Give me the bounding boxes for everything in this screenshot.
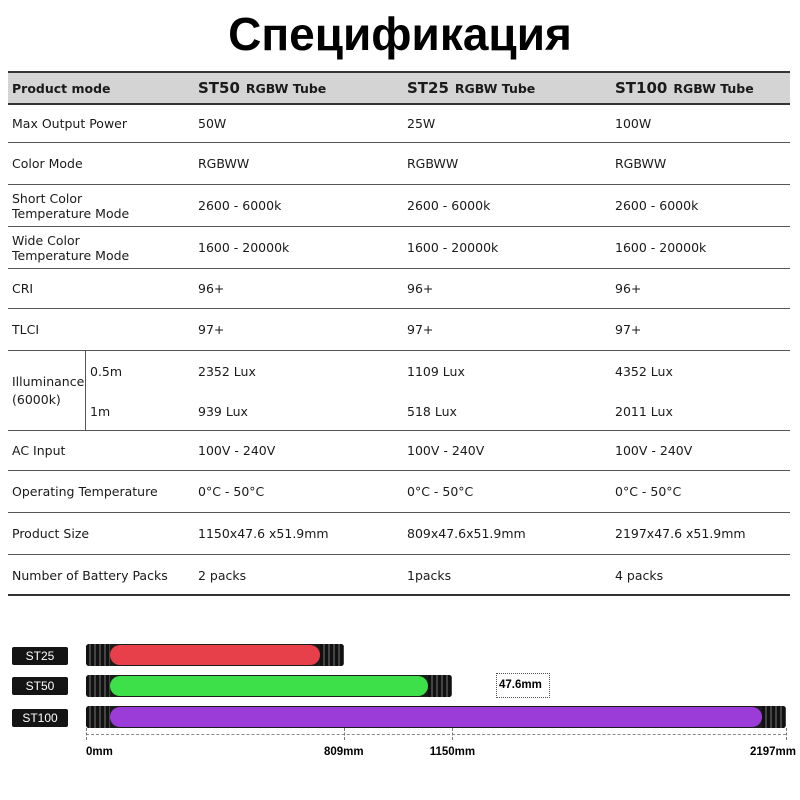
row-value: 97+ (407, 322, 434, 337)
row-value: RGBWW (198, 156, 250, 171)
row-value: 1109 Lux (407, 363, 465, 379)
row-value: 2600 - 6000k (407, 198, 491, 213)
table-row (8, 471, 790, 513)
row-value: 4352 Lux (615, 363, 673, 379)
tube-st50 (86, 675, 452, 697)
row-value: 1600 - 20000k (615, 240, 707, 255)
row-value: 0°C - 50°C (615, 484, 682, 499)
row-value: 0°C - 50°C (407, 484, 474, 499)
page-title: Спецификация (228, 8, 572, 60)
row-value: 518 Lux (407, 403, 457, 419)
row-label: CRI (12, 281, 34, 296)
tube-tag-st25: ST25 (12, 647, 68, 665)
row-value: 96+ (615, 281, 642, 296)
tube-end-cap (428, 675, 452, 697)
tube-light-bar (110, 676, 428, 696)
tube-end-cap (86, 706, 110, 728)
row-value: 939 Lux (198, 403, 248, 419)
header-cell-st100: ST100 RGBW Tube (615, 79, 754, 97)
header-cell-st25: ST25 RGBW Tube (407, 79, 536, 97)
row-value: 97+ (615, 322, 642, 337)
row-label: Wide Color Temperature Mode (12, 232, 130, 263)
tube-end-cap (86, 644, 110, 666)
row-value: 1600 - 20000k (407, 240, 499, 255)
row-value: 2011 Lux (615, 403, 673, 419)
row-value: 2 packs (198, 568, 247, 583)
row-value: 1packs (407, 568, 452, 583)
axis-tick (786, 728, 787, 740)
row-value: 2600 - 6000k (615, 198, 699, 213)
row-label: TLCI (12, 322, 40, 337)
row-value: RGBWW (615, 156, 667, 171)
table-row (8, 105, 790, 143)
illuminance-distance: 1m (90, 403, 111, 419)
row-value: 2197x47.6 x51.9mm (615, 526, 746, 541)
tube-st25 (86, 644, 344, 666)
table-row (8, 143, 790, 185)
table-row (8, 269, 790, 309)
row-value: RGBWW (407, 156, 459, 171)
row-value: 1600 - 20000k (198, 240, 290, 255)
table-row (8, 185, 790, 227)
illuminance-label: Illuminance (6000k) (8, 351, 86, 431)
axis-label: 809mm (323, 746, 364, 758)
diameter-label: 47.6mm (499, 679, 542, 691)
row-value: 100V - 240V (198, 443, 276, 458)
axis-tick (344, 728, 345, 740)
row-label: Color Mode (12, 156, 83, 171)
table-header (8, 73, 790, 105)
row-value: 809x47.6x51.9mm (407, 526, 526, 541)
axis-label: 1150mm (429, 746, 476, 758)
table-row (8, 513, 790, 555)
row-value: 2600 - 6000k (198, 198, 282, 213)
axis-label: 0mm (86, 746, 113, 758)
row-label: AC Input (12, 443, 66, 458)
tube-st100 (86, 706, 786, 728)
table-row (8, 555, 790, 596)
tube-tag-st100: ST100 (12, 709, 68, 727)
row-value: 100V - 240V (407, 443, 485, 458)
tube-light-bar (110, 707, 762, 727)
row-value: 0°C - 50°C (198, 484, 265, 499)
header-cell-st50: ST50 RGBW Tube (198, 79, 327, 97)
length-comparison (0, 600, 800, 800)
row-value: 97+ (198, 322, 225, 337)
row-value: 96+ (407, 281, 434, 296)
tube-end-cap (762, 706, 786, 728)
length-axis (86, 734, 786, 735)
illuminance-row (8, 351, 790, 431)
row-value: 100W (615, 116, 652, 131)
row-value: 96+ (198, 281, 225, 296)
row-value: 4 packs (615, 568, 664, 583)
row-value: 25W (407, 116, 436, 131)
tube-tag-st50: ST50 (12, 677, 68, 695)
row-value: 50W (198, 116, 227, 131)
row-value: 1150x47.6 x51.9mm (198, 526, 329, 541)
row-value: 2352 Lux (198, 363, 256, 379)
axis-label: 2197mm (749, 746, 796, 758)
spec-table (8, 71, 790, 596)
illuminance-distance: 0.5m (90, 363, 123, 379)
table-row (8, 227, 790, 269)
row-value: 100V - 240V (615, 443, 693, 458)
table-row (8, 431, 790, 471)
row-label: Max Output Power (12, 116, 128, 131)
axis-tick (86, 728, 87, 740)
header-cell-label: Product mode (12, 80, 111, 96)
row-label: Product Size (12, 526, 90, 541)
tube-end-cap (320, 644, 344, 666)
axis-tick (452, 728, 453, 740)
row-label: Number of Battery Packs (12, 568, 168, 583)
tube-end-cap (86, 675, 110, 697)
row-label: Short Color Temperature Mode (12, 190, 130, 221)
tube-light-bar (110, 645, 320, 665)
table-row (8, 309, 790, 351)
row-label: Operating Temperature (12, 484, 158, 499)
